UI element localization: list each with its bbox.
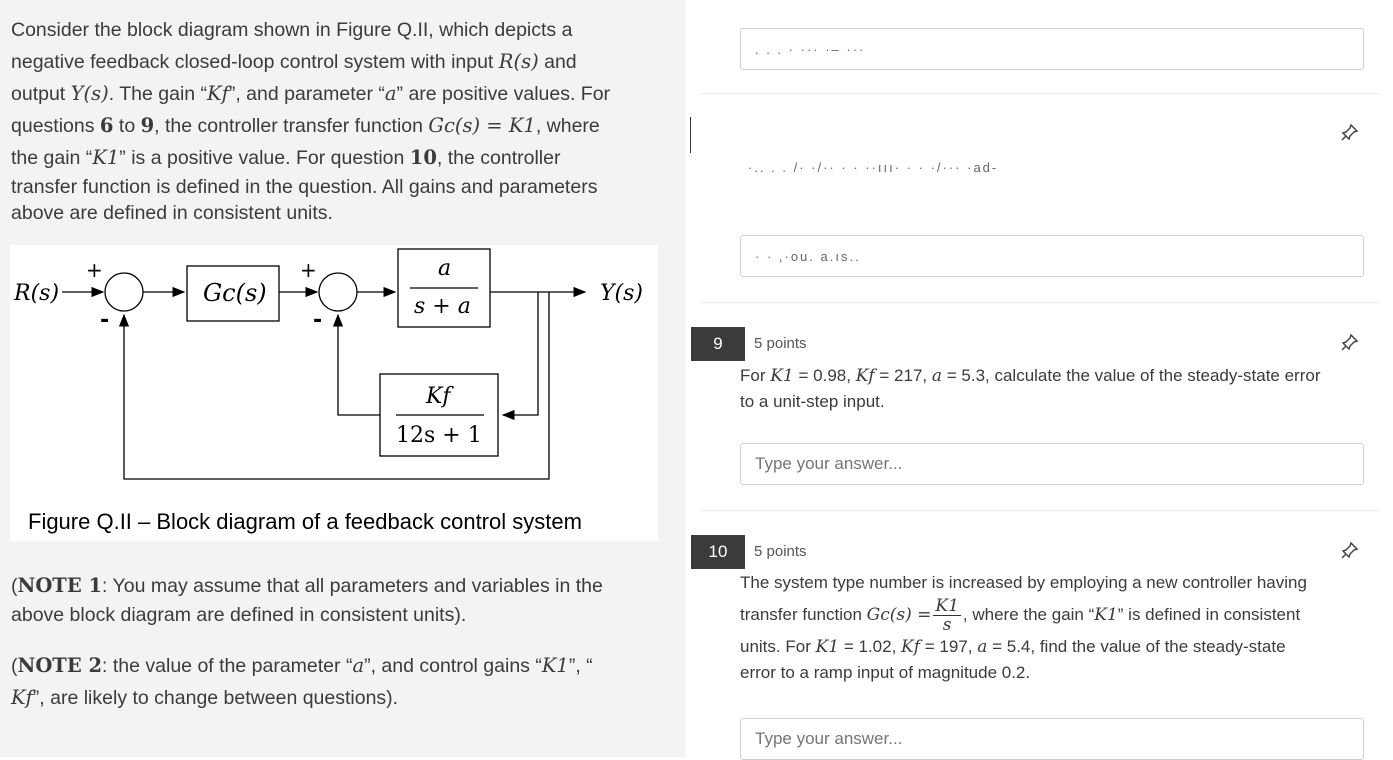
plus-sign-1: + [86,258,103,282]
input-label: R(s) [14,281,60,306]
question-points-9: 5 points [754,335,807,352]
math-Gc: Gc(s) = K1 [428,114,536,137]
answer-input-q8[interactable]: · · ,·ou. a.ıs.. [740,235,1364,277]
separator [700,302,1380,303]
feedback-numerator: Kf [426,384,451,409]
summing-junction-1 [105,273,143,311]
answer-input-q10[interactable] [740,718,1364,760]
question-description-panel [0,0,685,757]
minus-sign-1: - [100,308,110,333]
math-R: R(s) [498,50,539,73]
answer-input-q7[interactable]: . . . · ··· ·– ··· [740,28,1364,70]
pin-icon[interactable] [1340,332,1360,352]
pin-icon[interactable] [1340,122,1360,142]
block-diagram [10,245,658,541]
block-diagram-figure [10,245,658,541]
output-label: Y(s) [600,281,643,306]
question-number-9: 9 [691,327,745,361]
question-number-10: 10 [691,535,745,569]
plus-sign-2: + [300,258,317,282]
math-Kf: Kf [207,82,229,105]
note-2: (NOTE 2: the value of the parameter “a”, and control gains “K1”, “ Kf”, are likely to change between questions). [11,654,593,709]
question-points-10: 5 points [754,543,807,560]
summing-junction-2 [319,273,357,311]
plant-denominator: s + a [414,294,471,319]
answer-input-q9[interactable] [740,443,1364,485]
minus-sign-2: - [313,308,323,333]
pin-icon[interactable] [1340,540,1360,560]
math-a: a [384,82,397,105]
partial-question-text: ·.. . . /· ·/·· · · ··ııı· · · ·/··· ·ad- [748,160,999,175]
math-Y: Y(s) [70,82,109,105]
figure-caption: Figure Q.II – Block diagram of a feedback control system [28,509,582,534]
text-cursor [690,117,691,153]
fraction-K1-over-s: $\frac{K1}{s}$ [935,596,959,636]
separator [700,510,1380,511]
feedback-denominator: 12s + 1 [396,423,482,448]
intro-line: Consider the block diagram shown in Figure Q.II, which depicts a [11,19,573,41]
intro-text: Consider the block diagram shown in Figure Q.II, which depicts a negative feedback closed-loop control system with input R(s) and output Y(s). The gain “Kf”, and parameter “a” are positive values. For questions 6 to 9, the controller transfer function Gc(s) = K1, where the gain “K1” is a positive value. For question 10, the controller transfer function is defined in the question. All gains and parameters above are defined in consistent units. [11,19,611,224]
question-text-10: The system type number is increased by employing a new controller having transfer function Gc(s) = $\frac{K1}{s}$ , where the gain “K1” is defined in consistent units. For K1 = 1.02, Kf = 197, a = 5.4, find the value of the steady-state error to a ramp input of magnitude 0.2. [740,573,1307,683]
separator [700,93,1380,94]
note-1: (NOTE 1: You may assume that all parameters and variables in the above block diagram are defined in consistent units). [11,574,603,626]
question-text-9: For K1 = 0.98, Kf = 217, a = 5.3, calculate the value of the steady-state error to a unit-step input. [740,366,1321,411]
controller-label: Gc(s) [203,279,267,307]
plant-numerator: a [438,256,452,281]
